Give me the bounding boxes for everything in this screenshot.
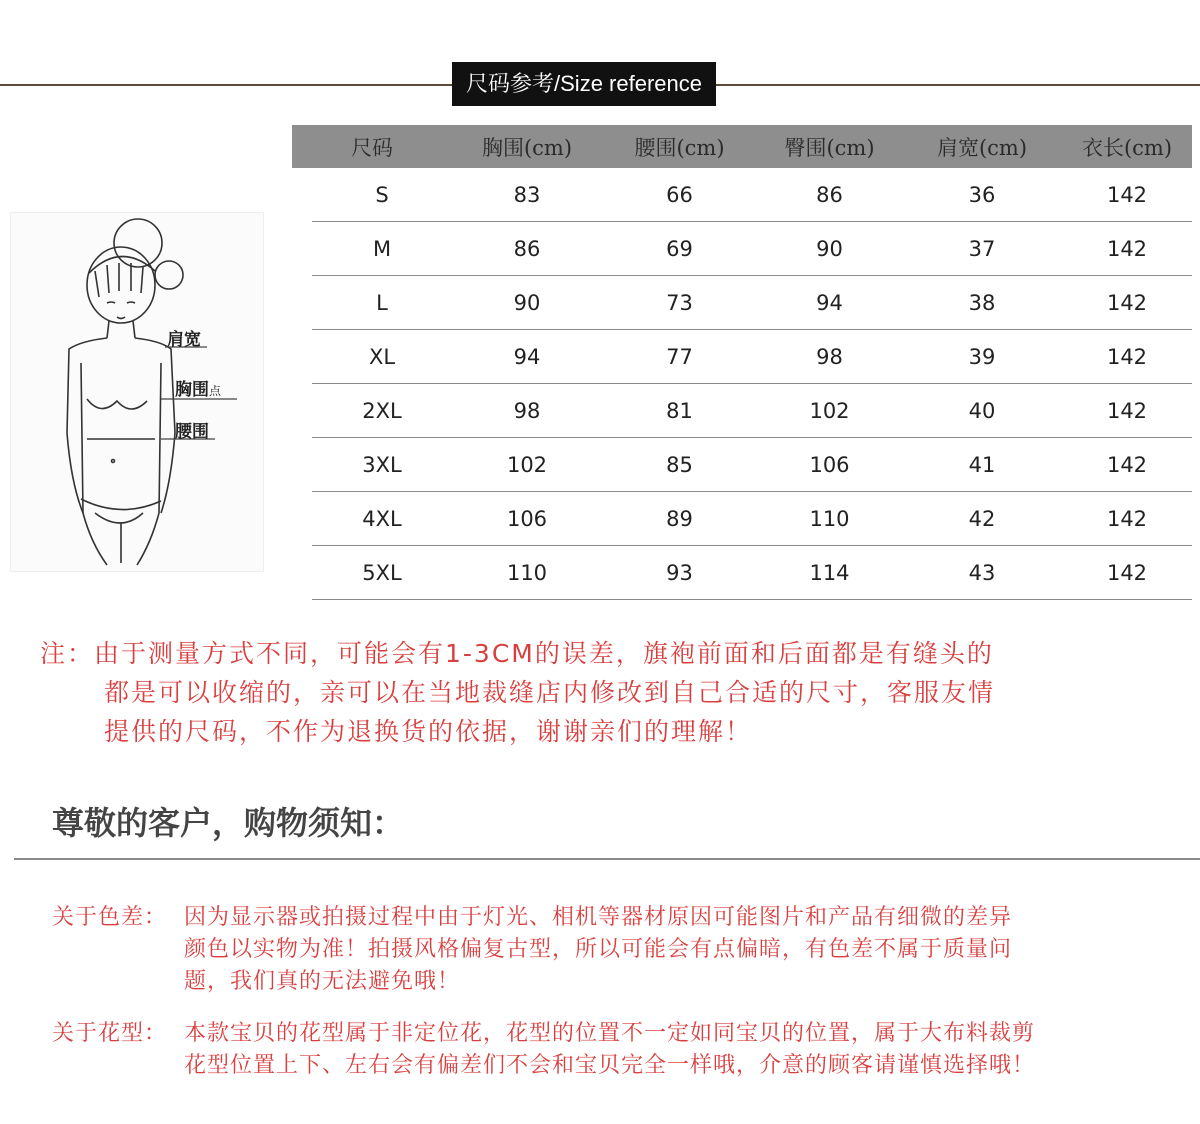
figure-sketch (11, 213, 263, 571)
color-difference-line-3: 题，我们真的无法避免哦！ (184, 969, 461, 994)
size-cell: S (375, 182, 389, 207)
waist-cell: 89 (666, 506, 693, 531)
shoulder-cell: 43 (968, 560, 996, 585)
length-cell: 142 (1106, 290, 1148, 315)
pattern-line-2: 花型位置上下、左右会有偏差们不会和宝贝完全一样哦，介意的顾客请谨慎选择哦！ (184, 1053, 1036, 1078)
table-row (312, 168, 1192, 222)
length-cell: 142 (1106, 452, 1148, 477)
chest-cell: 98 (513, 398, 541, 423)
length-cell: 142 (1106, 506, 1148, 531)
chest-cell: 90 (513, 290, 541, 315)
hip-cell: 110 (809, 506, 850, 531)
shoulder-cell: 40 (968, 398, 996, 423)
length-cell: 142 (1106, 560, 1148, 585)
waist-cell: 77 (666, 344, 693, 369)
shoulder-cell: 37 (968, 236, 996, 261)
hip-cell: 90 (816, 236, 843, 261)
size-cell: 5XL (362, 560, 402, 585)
shoulder-cell: 39 (968, 344, 996, 369)
measurement-note (40, 634, 1160, 751)
length-cell: 142 (1106, 182, 1148, 207)
color-difference-notice (52, 902, 1182, 998)
heading-divider (14, 858, 1200, 860)
table-row (312, 546, 1192, 600)
waist-label: 腰围 (175, 422, 209, 442)
pattern-notice (52, 1018, 1182, 1082)
size-cell: 4XL (362, 506, 402, 531)
shoulder-cell: 38 (968, 290, 996, 315)
header-waist: 腰围(cm) (634, 135, 725, 160)
shoulder-cell: 41 (968, 452, 996, 477)
waist-cell: 66 (666, 182, 693, 207)
size-reference-title: 尺码参考/Size reference (452, 62, 716, 106)
chest-cell: 86 (513, 236, 541, 261)
length-cell: 142 (1106, 398, 1148, 423)
pattern-line-1: 本款宝贝的花型属于非定位花，花型的位置不一定如同宝贝的位置，属于大布料裁剪 (184, 1021, 1036, 1046)
waist-cell: 81 (666, 398, 693, 423)
shoulder-label: 肩宽 (167, 330, 201, 350)
color-difference-line-1: 因为显示器或拍摄过程中由于灯光、相机等器材原因可能图片和产品有细微的差异 (184, 905, 1013, 930)
hip-cell: 94 (816, 290, 843, 315)
header-hip: 臀围(cm) (784, 135, 875, 160)
chest-cell: 106 (506, 506, 548, 531)
header-size: 尺码 (351, 135, 393, 160)
chest-cell: 110 (506, 560, 548, 585)
length-cell: 142 (1106, 236, 1148, 261)
color-difference-label: 关于色差： (52, 905, 168, 930)
note-line-3: 提供的尺码，不作为退换货的依据，谢谢亲们的理解！ (104, 717, 753, 746)
table-row (312, 222, 1192, 276)
hip-cell: 106 (809, 452, 850, 477)
waist-cell: 73 (666, 290, 693, 315)
chest-label-text: 胸围 (175, 380, 209, 400)
header-length: 衣长(cm) (1081, 135, 1173, 160)
size-cell: M (372, 236, 392, 261)
waist-cell: 85 (666, 452, 693, 477)
shopping-notice-heading: 尊敬的客户，购物须知： (52, 804, 405, 842)
body-measurement-figure (10, 212, 264, 572)
waist-cell: 69 (666, 236, 693, 261)
size-cell: L (376, 290, 388, 315)
length-cell: 142 (1106, 344, 1148, 369)
size-table (292, 125, 1192, 600)
chest-label (175, 375, 221, 400)
hip-cell: 98 (816, 344, 843, 369)
hip-cell: 102 (809, 398, 850, 423)
note-line-2: 都是可以收缩的，亲可以在当地裁缝店内修改到自己合适的尺寸，客服友情 (104, 678, 996, 707)
chest-cell: 102 (506, 452, 548, 477)
table-row (312, 384, 1192, 438)
shoulder-cell: 42 (968, 506, 996, 531)
hip-cell: 114 (809, 560, 850, 585)
note-line-1: 注：由于测量方式不同，可能会有1-3CM的误差，旗袍前面和后面都是有缝头的 (40, 639, 994, 668)
color-difference-line-2: 颜色以实物为准！拍摄风格偏复古型，所以可能会有点偏暗，有色差不属于质量问 (184, 937, 1013, 962)
chest-cell: 83 (513, 182, 541, 207)
hip-cell: 86 (816, 182, 843, 207)
size-cell: XL (368, 344, 396, 369)
size-cell: 3XL (362, 452, 402, 477)
chest-label-suffix: 点 (209, 384, 222, 398)
pattern-label: 关于花型： (52, 1021, 168, 1046)
table-row (312, 276, 1192, 330)
waist-cell: 93 (666, 560, 693, 585)
table-row (312, 330, 1192, 384)
table-row (312, 492, 1192, 546)
size-cell: 2XL (362, 398, 402, 423)
shoulder-cell: 36 (968, 182, 996, 207)
header-shoulder: 肩宽(cm) (936, 135, 1028, 160)
chest-cell: 94 (513, 344, 541, 369)
table-row (312, 438, 1192, 492)
size-table-header (292, 125, 1192, 168)
header-chest: 胸围(cm) (481, 135, 573, 160)
